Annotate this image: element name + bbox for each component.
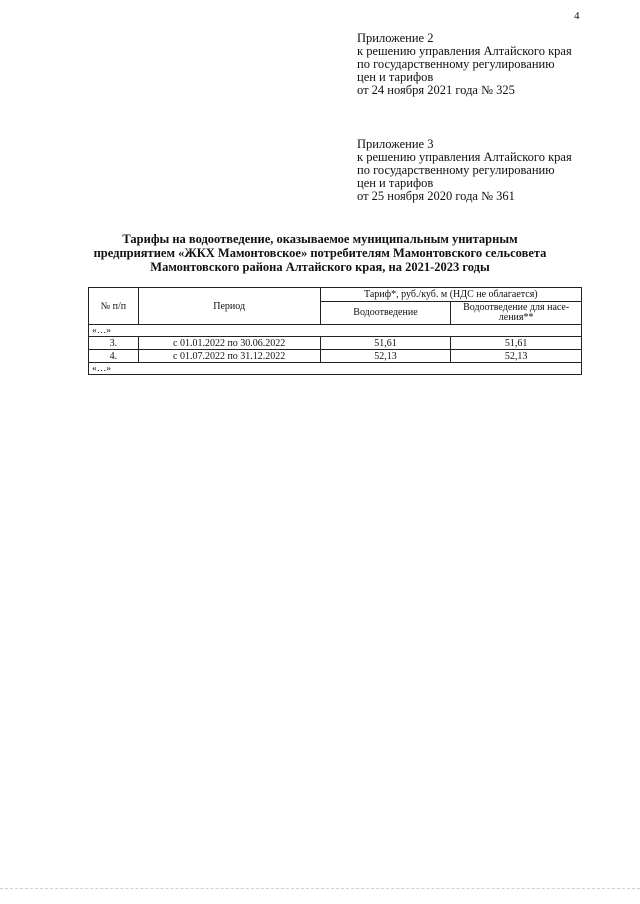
appendix-2-line: Приложение 2 [357, 31, 434, 45]
header-number: № п/п [89, 288, 139, 325]
appendix-3-line: к решению управления Алтайского края [357, 150, 572, 164]
header-tariff-group: Тариф*, руб./куб. м (НДС не облагается) [320, 288, 581, 302]
appendix-3-line: Приложение 3 [357, 137, 434, 151]
cell-period: с 01.01.2022 по 30.06.2022 [138, 337, 320, 350]
table-row [89, 350, 582, 363]
cell-wastewater: 51,61 [320, 337, 451, 350]
cell-wastewater-population: 52,13 [451, 350, 582, 363]
cell-wastewater-population: 51,61 [451, 337, 582, 350]
table-header-row [89, 288, 582, 302]
cell-number: 4. [89, 350, 139, 363]
appendix-2-line: от 24 ноября 2021 года № 325 [357, 83, 515, 97]
ellipsis-cell: «…» [89, 363, 582, 375]
header-period: Период [138, 288, 320, 325]
document-title [60, 232, 580, 274]
appendix-2-line: по государственному регулированию [357, 57, 555, 71]
appendix-2-line: к решению управления Алтайского края [357, 44, 572, 58]
appendix-3-line: по государственному регулированию [357, 163, 555, 177]
cell-period: с 01.07.2022 по 31.12.2022 [138, 350, 320, 363]
table-row [89, 337, 582, 350]
header-wastewater-population-line: ления** [498, 312, 534, 323]
page-number: 4 [574, 10, 580, 22]
title-line: Тарифы на водоотведение, оказываемое муниципальным унитарным [122, 232, 518, 246]
header-wastewater: Водоотведение [320, 302, 451, 325]
appendix-3-line: цен и тарифов [357, 176, 434, 190]
table-ellipsis-row [89, 325, 582, 337]
cell-number: 3. [89, 337, 139, 350]
appendix-2-line: цен и тарифов [357, 70, 434, 84]
ellipsis-cell: «…» [89, 325, 582, 337]
header-wastewater-population-line: Водоотведение для насе- [463, 302, 570, 313]
header-wastewater-population [451, 302, 582, 325]
table-ellipsis-row [89, 363, 582, 375]
tariff-table [88, 287, 582, 375]
appendix-3-block [357, 138, 572, 203]
appendix-2-block [357, 32, 572, 97]
cell-wastewater: 52,13 [320, 350, 451, 363]
title-line: предприятием «ЖКХ Мамонтовское» потребителям Мамонтовского сельсовета [93, 246, 547, 260]
scan-edge-divider [0, 888, 640, 889]
appendix-3-line: от 25 ноября 2020 года № 361 [357, 189, 515, 203]
title-line: Мамонтовского района Алтайского края, на 2021-2023 годы [150, 260, 490, 274]
